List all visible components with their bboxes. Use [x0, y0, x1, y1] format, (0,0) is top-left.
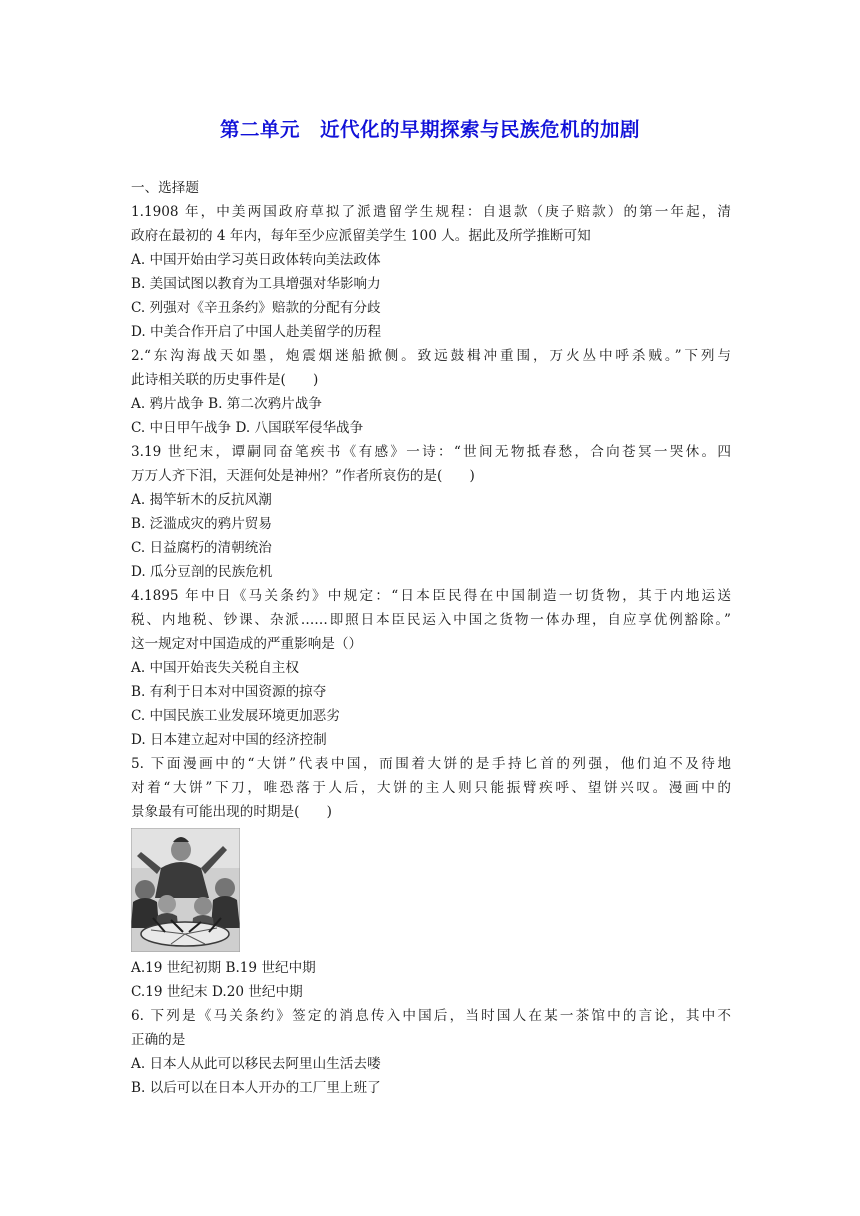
- q3-option-d: D. 瓜分豆剖的民族危机: [131, 564, 273, 580]
- q1-option-b: B. 美国试图以教育为工具增强对华影响力: [131, 276, 381, 292]
- q4-option-c: C. 中国民族工业发展环境更加恶劣: [131, 708, 340, 724]
- page-title: 第二单元 近代化的早期探索与民族危机的加剧: [219, 118, 640, 141]
- q6-stem-line-1: 6. 下列是《马关条约》签定的消息传入中国后，当时国人在某一茶馆中的言论，其中不: [131, 1008, 731, 1024]
- q4-option-b: B. 有利于日本对中国资源的掠夺: [131, 684, 327, 700]
- cartoon-illustration: [131, 828, 240, 952]
- q4-option-d: D. 日本建立起对中国的经济控制: [131, 732, 327, 748]
- q3-stem-line-1: 3.19 世纪末，谭嗣同奋笔疾书《有感》一诗：“世间无物抵春愁，合向苍冥一哭休。四: [131, 444, 731, 460]
- q4-stem-line-2: 税、内地税、钞课、杂派……即照日本臣民运入中国之货物一体办理，自应享优例豁除。”: [131, 612, 731, 628]
- q3-option-c: C. 日益腐朽的清朝统治: [131, 540, 272, 556]
- q3-stem-line-2: 万万人齐下泪，天涯何处是神州？”作者所哀伤的是( ): [131, 468, 475, 484]
- q2-options-ab: A. 鸦片战争 B. 第二次鸦片战争: [131, 396, 322, 412]
- section-heading: 一、选择题: [131, 180, 199, 196]
- question-list: [131, 176, 731, 1100]
- q1-option-a: A. 中国开始由学习英日政体转向美法政体: [131, 252, 381, 268]
- q6-stem-line-2: 正确的是: [131, 1032, 186, 1048]
- q6-option-a: A. 日本人从此可以移民去阿里山生活去喽: [131, 1056, 381, 1072]
- q4-option-a: A. 中国开始丧失关税自主权: [131, 660, 299, 676]
- q5-stem-line-2: 对着“大饼”下刀，唯恐落于人后，大饼的主人则只能振臂疾呼、望饼兴叹。漫画中的: [131, 780, 731, 796]
- q5-options-ab: A.19 世纪初期 B.19 世纪中期: [131, 960, 316, 976]
- q2-options-cd: C. 中日甲午战争 D. 八国联军侵华战争: [131, 420, 364, 436]
- q1-option-c: C. 列强对《辛丑条约》赔款的分配有分歧: [131, 300, 381, 316]
- q5-options-cd: C.19 世纪末 D.20 世纪中期: [131, 984, 303, 1000]
- q5-stem-line-1: 5. 下面漫画中的“大饼”代表中国，而围着大饼的是手持匕首的列强，他们迫不及待地: [131, 756, 731, 772]
- q2-stem-line-1: 2.“东沟海战天如墨，炮震烟迷船掀侧。致远鼓楫冲重围，万火丛中呼杀贼。”下列与: [131, 348, 731, 364]
- q1-stem-line-1: 1.1908 年，中美两国政府草拟了派遣留学生规程：自退款（庚子赔款）的第一年起，清: [131, 204, 731, 220]
- q2-stem-line-2: 此诗相关联的历史事件是( ): [131, 372, 319, 388]
- q5-stem-line-3: 景象最有可能出现的时期是( ): [131, 804, 332, 820]
- q4-stem-line-3: 这一规定对中国造成的严重影响是（）: [131, 636, 363, 652]
- cartoon-image: [131, 828, 240, 952]
- q1-option-d: D. 中美合作开启了中国人赴美留学的历程: [131, 324, 382, 340]
- q3-option-b: B. 泛滥成灾的鸦片贸易: [131, 516, 272, 532]
- q1-stem-line-2: 政府在最初的 4 年内，每年至少应派留美学生 100 人。据此及所学推断可知: [131, 228, 591, 244]
- q4-stem-line-1: 4.1895 年中日《马关条约》中规定：“日本臣民得在中国制造一切货物，其于内地运送: [131, 588, 731, 604]
- q3-option-a: A. 揭竿斩木的反抗风潮: [131, 492, 272, 508]
- q6-option-b: B. 以后可以在日本人开办的工厂里上班了: [131, 1080, 381, 1096]
